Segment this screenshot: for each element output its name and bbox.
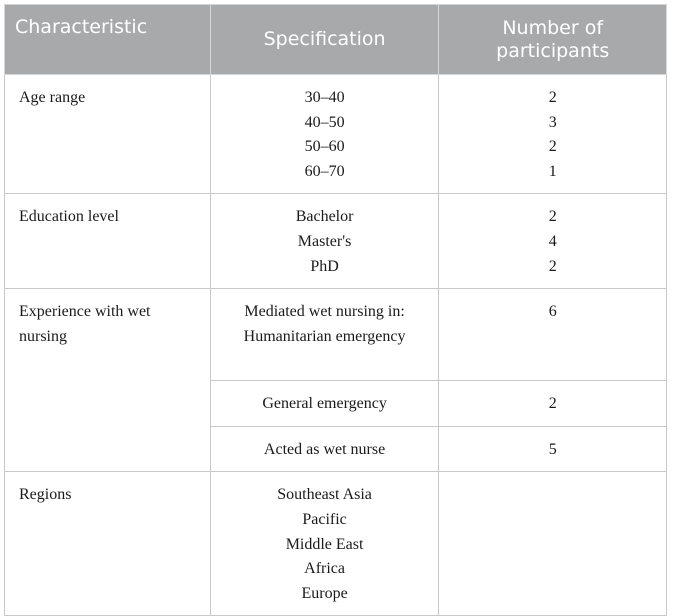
- spec-value: 30–40: [304, 89, 345, 106]
- count-value: 1: [548, 162, 557, 180]
- table-row: [5, 289, 667, 381]
- specification-cell: Acted as wet nurse: [210, 426, 439, 472]
- spec-value: 60–70: [304, 162, 345, 180]
- spec-value: Bachelor: [295, 208, 354, 226]
- count-value: 4: [548, 232, 557, 250]
- spec-value: Master's: [297, 232, 352, 250]
- spec-value: Pacific: [302, 510, 347, 528]
- count-value: 2: [548, 208, 557, 226]
- specification-cell: Mediated wet nursing in: Humanitarian emergency: [210, 289, 439, 381]
- specification-cell: [210, 472, 439, 616]
- spec-value: Africa: [304, 560, 345, 578]
- spec-value: Southeast Asia: [277, 486, 372, 504]
- header-specification: Specification: [210, 5, 439, 75]
- table-header: [5, 5, 667, 75]
- header-number-of-participants: Number of participants: [439, 5, 667, 75]
- count-cell: 2: [439, 381, 667, 427]
- specification-cell: [210, 75, 439, 194]
- table-body: [5, 75, 667, 616]
- table-row: [5, 194, 667, 289]
- count-cell: [439, 194, 667, 289]
- count-cell: [439, 472, 667, 616]
- header-characteristic: Characteristic: [5, 5, 211, 75]
- participants-table: [4, 4, 667, 616]
- specification-cell: General emergency: [210, 381, 439, 427]
- count-value: 2: [548, 138, 557, 156]
- table-row: [5, 75, 667, 194]
- characteristic-cell: Experience with wet nursing: [5, 289, 211, 472]
- count-value: 3: [548, 113, 557, 131]
- specification-cell: [210, 194, 439, 289]
- characteristic-cell: Education level: [5, 194, 211, 289]
- spec-value: 50–60: [304, 138, 345, 156]
- spec-value: Middle East: [285, 535, 364, 553]
- spec-value: Europe: [301, 584, 348, 602]
- count-value: 2: [548, 257, 557, 275]
- spec-value: 40–50: [304, 113, 345, 131]
- count-cell: [439, 75, 667, 194]
- characteristic-cell: Regions: [5, 472, 211, 616]
- count-cell: 6: [439, 289, 667, 381]
- count-value: 2: [548, 89, 557, 106]
- count-cell: 5: [439, 426, 667, 472]
- characteristic-cell: Age range: [5, 75, 211, 194]
- spec-value: PhD: [310, 257, 339, 275]
- table-row: [5, 472, 667, 616]
